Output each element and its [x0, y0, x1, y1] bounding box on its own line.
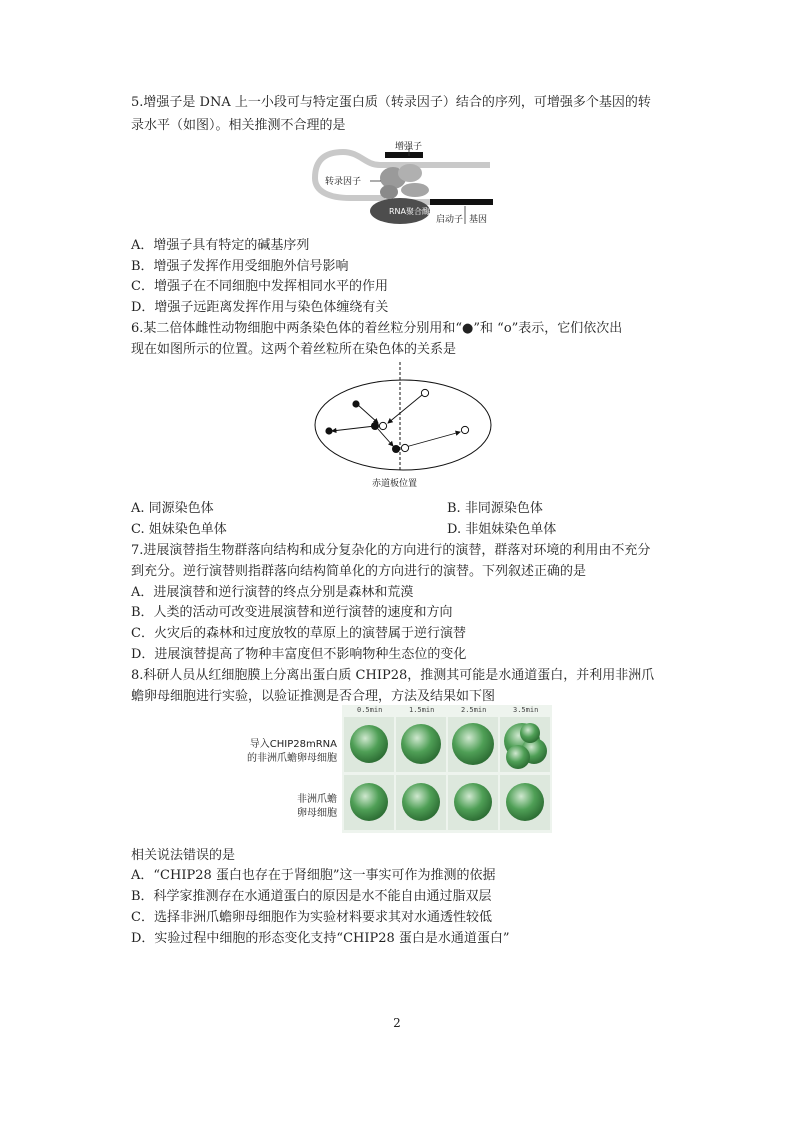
hollow-centromere-1	[421, 389, 428, 396]
q5-option-d: D．增强子远距离发挥作用与染色体缠绕有关	[131, 300, 389, 315]
transcription-factor-label: 转录因子	[325, 177, 362, 187]
q5-option-c: C．增强子在不同细胞中发挥相同水平的作用	[131, 279, 388, 294]
solid-centromere-1	[352, 400, 359, 407]
q8-stem-line1: 8.科研人员从红细胞膜上分离出蛋白质 CHIP28，推测其可能是水通道蛋白，并利用非洲爪	[131, 668, 655, 683]
q8-lead: 相关说法错误的是	[131, 848, 236, 863]
solid-centromere-3	[325, 427, 332, 434]
q7-stem-line1: 7.进展演替指生物群落向结构和成分复杂化的方向进行的演替，群落对环境的利用由不充分	[131, 543, 651, 558]
time-label-2: 1.5min	[409, 706, 435, 714]
q7-option-a: A．进展演替和逆行演替的终点分别是森林和荒漠	[131, 585, 414, 600]
q6-option-d: D. 非姐妹染色单体	[447, 522, 557, 537]
q6-option-b: B. 非同源染色体	[447, 501, 543, 516]
solid-centromere-4	[392, 445, 400, 453]
q7-option-d: D．进展演替提高了物种丰富度但不影响物种生态位的变化	[131, 647, 467, 662]
row2-label-line1: 非洲爪蟾	[297, 794, 337, 805]
q8-option-b: B．科学家推测存在水通道蛋白的原因是水不能自由通过脂双层	[131, 889, 492, 904]
q7-option-b: B．人类的活动可改变进展演替和逆行演替的速度和方向	[131, 605, 453, 620]
time-label-4: 3.5min	[513, 706, 539, 714]
enhancer-diagram	[305, 140, 500, 230]
q8-option-a: A．“CHIP28 蛋白也存在于肾细胞”这一事实可作为推测的依据	[131, 868, 496, 883]
oocyte-row2-t2	[402, 783, 440, 821]
promoter-label: 启动子	[436, 215, 464, 225]
q5-stem-line1: 5.增强子是 DNA 上一小段可与特定蛋白质（转录因子）结合的序列，可增强多个基因的转	[131, 95, 651, 110]
q6-option-a: A. 同源染色体	[131, 501, 214, 516]
row1-label-line2: 的非洲爪蟾卵母细胞	[247, 753, 337, 764]
oocyte-row1-t1	[350, 725, 388, 763]
q8-stem-line2: 蟾卵母细胞进行实验，以验证推测是否合理，方法及结果如下图	[131, 689, 496, 704]
q7-stem-line2: 到充分。逆行演替则指群落向结构简单化的方向进行的演替。下列叙述正确的是	[131, 564, 587, 579]
row2-label-line2: 卵母细胞	[297, 808, 337, 819]
q7-option-c: C．火灾后的森林和过度放牧的草原上的演替属于逆行演替	[131, 626, 466, 641]
oocyte-row1-t3	[452, 723, 494, 765]
q6-stem-line2: 现在如图所示的位置。这两个着丝粒所在染色体的关系是	[131, 342, 457, 357]
hollow-centromere-2	[379, 422, 386, 429]
q5-stem-line2: 录水平（如图）。相关推测不合理的是	[131, 118, 346, 133]
oocyte-experiment-figure	[225, 705, 555, 833]
solid-centromere-2	[371, 422, 379, 430]
oocyte-row2-t3	[454, 783, 492, 821]
q8-option-d: D．实验过程中细胞的形态变化支持“CHIP28 蛋白是水通道蛋白”	[131, 931, 510, 946]
q5-option-b: B．增强子发挥作用受细胞外信号影响	[131, 259, 349, 274]
rna-polymerase-label: RNA聚合酶	[389, 207, 431, 216]
oocyte-row2-t4	[506, 783, 544, 821]
time-label-1: 0.5min	[357, 706, 383, 714]
equatorial-plate-label: 赤道板位置	[372, 479, 418, 489]
q6-stem-line1: 6.某二倍体雌性动物细胞中两条染色体的着丝粒分别用和“●”和 “o”表示，它们依次出	[131, 321, 623, 336]
cell-division-diagram	[310, 362, 495, 492]
gene-label: 基因	[469, 215, 488, 225]
q6-option-c: C. 姐妹染色单体	[131, 522, 227, 537]
oocyte-row2-t1	[350, 783, 388, 821]
page-number: 2	[393, 1016, 401, 1030]
q5-option-a: A．增强子具有特定的碱基序列	[131, 238, 310, 253]
row1-label-line1: 导入CHIP28mRNA	[249, 739, 337, 750]
hollow-centromere-3	[401, 444, 408, 451]
oocyte-row1-t2	[401, 724, 441, 764]
hollow-centromere-4	[461, 426, 468, 433]
time-label-3: 2.5min	[461, 706, 487, 714]
q8-option-c: C．选择非洲爪蟾卵母细胞作为实验材料要求其对水通透性较低	[131, 910, 492, 925]
oocyte-grid	[342, 705, 552, 833]
enhancer-label: 增强子	[395, 142, 423, 152]
